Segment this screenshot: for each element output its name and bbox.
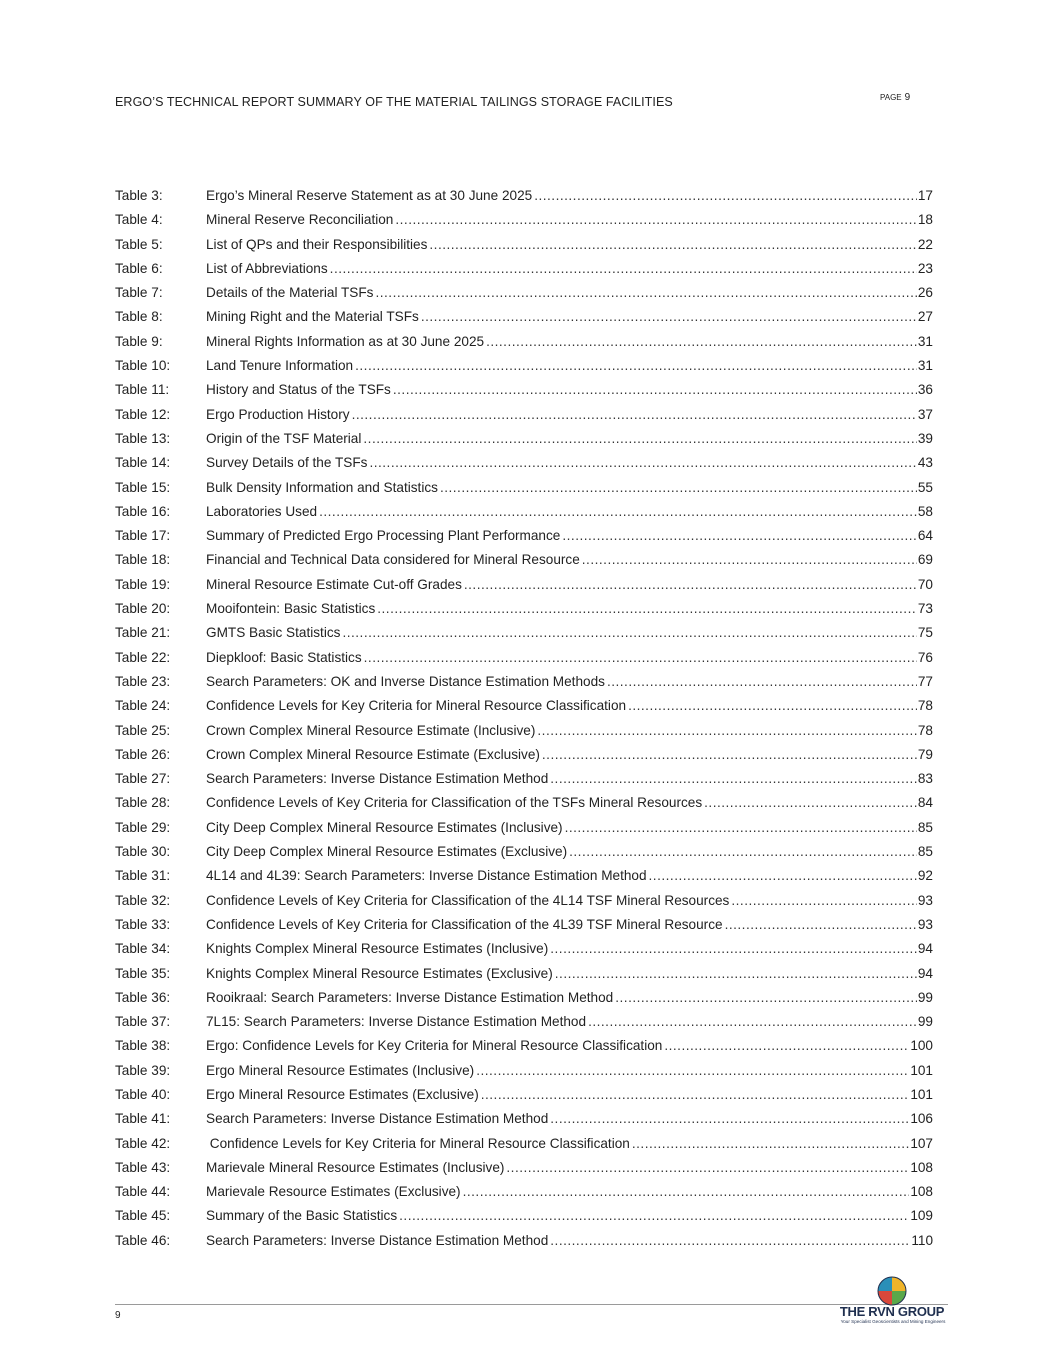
toc-dot-leader [565, 816, 917, 840]
toc-row[interactable] [115, 281, 933, 305]
toc-page-number[interactable]: 39 [917, 430, 933, 446]
toc-table-title[interactable]: Laboratories Used [206, 503, 318, 519]
toc-table-number: Table 12: [115, 406, 171, 422]
toc-dot-leader [534, 184, 917, 208]
toc-table-title[interactable]: Mineral Resource Estimate Cut-off Grades [206, 576, 462, 592]
toc-table-number: Table 42: [115, 1135, 171, 1151]
toc-table-title[interactable]: Origin of the TSF Material [206, 430, 362, 446]
toc-table-number: Table 3: [115, 188, 163, 203]
toc-row[interactable] [115, 1180, 933, 1204]
toc-row[interactable] [115, 548, 933, 572]
toc-row[interactable] [115, 913, 933, 937]
toc-dot-leader [393, 378, 917, 402]
toc-table-number: Table 7: [115, 285, 163, 301]
toc-table-number: Table 9: [115, 333, 163, 349]
footer-divider [115, 1304, 948, 1305]
toc-row[interactable] [115, 694, 933, 718]
toc-dot-leader [476, 1059, 909, 1083]
toc-dot-leader [399, 1204, 909, 1228]
toc-row[interactable] [115, 403, 933, 427]
toc-row[interactable] [115, 573, 933, 597]
toc-table-title[interactable]: Summary of Predicted Ergo Processing Plant Performance [206, 528, 561, 544]
toc-row[interactable] [115, 937, 933, 961]
toc-dot-leader [375, 281, 916, 305]
toc-page-number[interactable]: 94 [917, 965, 933, 981]
toc-table-title[interactable]: Marievale Resource Estimates (Exclusive) [206, 1184, 461, 1200]
toc-table-number: Table 10: [115, 358, 171, 374]
toc-row[interactable] [115, 305, 933, 329]
toc-page-number[interactable]: 107 [910, 1135, 933, 1151]
toc-row[interactable] [115, 1034, 933, 1058]
toc-table-number: Table 45: [115, 1208, 171, 1224]
toc-page-number[interactable]: 84 [917, 795, 933, 811]
toc-page-number[interactable]: 43 [917, 455, 933, 471]
toc-table-title[interactable]: List of QPs and their Responsibilities [206, 236, 428, 252]
toc-page-number[interactable]: 64 [917, 528, 933, 544]
toc-table-title[interactable]: Diepkloof: Basic Statistics [206, 649, 362, 665]
toc-row[interactable] [115, 330, 933, 354]
toc-table-title[interactable]: Ergo Mineral Resource Estimates (Inclusive) [206, 1062, 475, 1078]
toc-page-number[interactable]: 83 [917, 771, 933, 787]
toc-table-title[interactable]: Mineral Rights Information as at 30 June 2025 [206, 333, 485, 349]
toc-table-number: Table 18: [115, 552, 171, 568]
toc-row[interactable] [115, 1083, 933, 1107]
page-label-text: PAGE [880, 93, 902, 102]
toc-page-number[interactable]: 101 [910, 1062, 933, 1078]
toc-table-number: Table 39: [115, 1062, 171, 1078]
toc-page-number[interactable]: 69 [917, 552, 933, 568]
toc-page-number[interactable]: 73 [917, 601, 933, 617]
toc-dot-leader [429, 233, 916, 257]
toc-row[interactable] [115, 816, 933, 840]
toc-page-number[interactable]: 77 [917, 673, 933, 689]
toc-row[interactable] [115, 233, 933, 257]
toc-table-number: Table 28: [115, 795, 171, 811]
toc-dot-leader [330, 257, 917, 281]
toc-table-title[interactable]: Rooikraal: Search Parameters: Inverse Distance Estimation Method [206, 989, 614, 1005]
toc-dot-leader [550, 767, 917, 791]
toc-table-number: Table 43: [115, 1159, 171, 1175]
toc-row[interactable] [115, 524, 933, 548]
toc-page-number[interactable]: 23 [917, 260, 933, 276]
toc-table-number: Table 15: [115, 479, 171, 495]
toc-table-number: Table 17: [115, 528, 171, 544]
toc-table-title[interactable]: Ergo’s Mineral Reserve Statement as at 30 June 2025 [206, 188, 533, 203]
toc-page-number[interactable]: 92 [917, 868, 933, 884]
toc-table-number: Table 19: [115, 576, 171, 592]
toc-table-title[interactable]: GMTS Basic Statistics [206, 625, 341, 641]
toc-page-number[interactable]: 76 [917, 649, 933, 665]
toc-page-number[interactable]: 85 [917, 844, 933, 860]
toc-table-title[interactable]: Knights Complex Mineral Resource Estimates (Exclusive) [206, 965, 553, 981]
toc-table-number: Table 38: [115, 1038, 171, 1054]
toc-dot-leader [486, 330, 917, 354]
toc-table-title[interactable]: Confidence Levels for Key Criteria for Mineral Resource Classification [206, 698, 627, 714]
toc-table-title[interactable]: Survey Details of the TSFs [206, 455, 368, 471]
toc-row[interactable] [115, 864, 933, 888]
toc-page-number[interactable]: 108 [910, 1184, 933, 1200]
toc-row[interactable] [115, 840, 933, 864]
toc-table-number: Table 8: [115, 309, 163, 325]
toc-dot-leader [352, 403, 917, 427]
toc-row[interactable] [115, 451, 933, 475]
toc-row[interactable] [115, 378, 933, 402]
toc-dot-leader [364, 646, 917, 670]
toc-table-number: Table 11: [115, 382, 170, 398]
toc-dot-leader [569, 840, 917, 864]
header-page-label [880, 92, 910, 103]
toc-row[interactable] [115, 1132, 933, 1156]
toc-table-title[interactable]: Search Parameters: Inverse Distance Estimation Method [206, 1111, 549, 1127]
toc-table-number: Table 21: [115, 625, 171, 641]
toc-page-number[interactable]: 108 [910, 1159, 933, 1175]
toc-table-title[interactable]: Marievale Mineral Resource Estimates (Inclusive) [206, 1159, 505, 1175]
toc-dot-leader [628, 694, 917, 718]
toc-dot-leader [562, 524, 917, 548]
running-header: ERGO’S TECHNICAL REPORT SUMMARY OF THE MATERIAL TAILINGS STORAGE FACILITIES [115, 95, 673, 109]
toc-page-number[interactable]: 26 [917, 285, 933, 301]
toc-dot-leader [537, 719, 916, 743]
toc-dot-leader [550, 1107, 909, 1131]
footer-page-number: 9 [115, 1310, 121, 1321]
toc-table-title[interactable]: Confidence Levels for Key Criteria for Mineral Resource Classification [206, 1135, 630, 1151]
toc-table-number: Table 27: [115, 771, 171, 787]
toc-row[interactable] [115, 962, 933, 986]
toc-table-title[interactable]: Bulk Density Information and Statistics [206, 479, 438, 495]
toc-page-number[interactable]: 93 [917, 892, 933, 908]
toc-row[interactable] [115, 670, 933, 694]
toc-table-number: Table 23: [115, 673, 171, 689]
toc-table-number: Table 46: [115, 1232, 171, 1248]
toc-table-title[interactable]: Ergo Mineral Resource Estimates (Exclusive) [206, 1086, 479, 1102]
toc-table-number: Table 40: [115, 1086, 171, 1102]
toc-dot-leader [607, 670, 917, 694]
toc-table-number: Table 14: [115, 455, 171, 471]
toc-page-number[interactable]: 78 [917, 698, 933, 714]
toc-dot-leader [615, 986, 917, 1010]
toc-table-number: Table 37: [115, 1014, 171, 1030]
toc-dot-leader [319, 500, 917, 524]
toc-table-title[interactable]: Mining Right and the Material TSFs [206, 309, 419, 325]
toc-table-title[interactable]: Land Tenure Information [206, 358, 354, 374]
toc-table-number: Table 32: [115, 892, 171, 908]
toc-table-number: Table 41: [115, 1111, 171, 1127]
rvn-group-logo [833, 1276, 953, 1328]
toc-table-title[interactable]: City Deep Complex Mineral Resource Estimates (Exclusive) [206, 844, 568, 860]
toc-page-number[interactable]: 99 [917, 989, 933, 1005]
toc-table-title[interactable]: History and Status of the TSFs [206, 382, 391, 398]
toc-page-number[interactable]: 22 [917, 236, 933, 252]
rvn-globe-icon [877, 1276, 907, 1306]
toc-row[interactable] [115, 621, 933, 645]
toc-table-number: Table 22: [115, 649, 171, 665]
toc-page-number[interactable]: 17 [917, 188, 933, 203]
toc-page-number[interactable]: 94 [917, 941, 933, 957]
toc-dot-leader [542, 743, 917, 767]
toc-page-number[interactable]: 85 [917, 819, 933, 835]
toc-page-number[interactable]: 37 [917, 406, 933, 422]
toc-table-title[interactable]: List of Abbreviations [206, 260, 328, 276]
logo-tagline: Your Specialist Geoscientists and Mining Engineers [840, 1319, 946, 1324]
toc-table-title[interactable]: 4L14 and 4L39: Search Parameters: Inverse Distance Estimation Method [206, 868, 647, 884]
toc-page-number[interactable]: 101 [910, 1086, 933, 1102]
toc-row[interactable] [115, 986, 933, 1010]
toc-table-title[interactable]: Details of the Material TSFs [206, 285, 374, 301]
toc-row[interactable] [115, 791, 933, 815]
toc-page-number[interactable]: 75 [917, 625, 933, 641]
list-of-tables [115, 184, 933, 1253]
toc-table-title[interactable]: Mooifontein: Basic Statistics [206, 601, 376, 617]
toc-page-number[interactable]: 31 [917, 333, 933, 349]
toc-table-number: Table 30: [115, 844, 171, 860]
toc-dot-leader [506, 1156, 909, 1180]
toc-table-number: Table 33: [115, 916, 171, 932]
toc-dot-leader [582, 548, 917, 572]
toc-row[interactable] [115, 1010, 933, 1034]
toc-row[interactable] [115, 427, 933, 451]
toc-table-number: Table 36: [115, 989, 171, 1005]
toc-table-number: Table 31: [115, 868, 171, 884]
toc-dot-leader [481, 1083, 910, 1107]
toc-row[interactable] [115, 208, 933, 232]
toc-table-title[interactable]: Mineral Reserve Reconciliation [206, 212, 394, 228]
toc-table-title[interactable]: Confidence Levels of Key Criteria for Classification of the TSFs Mineral Resources [206, 795, 703, 811]
toc-table-title[interactable]: Financial and Technical Data considered for Mineral Resource [206, 552, 580, 568]
toc-page-number[interactable]: 110 [911, 1232, 933, 1248]
toc-page-number[interactable]: 79 [917, 746, 933, 762]
toc-row[interactable] [115, 184, 933, 208]
header-page-number: 9 [904, 92, 911, 103]
toc-dot-leader [463, 1180, 910, 1204]
toc-table-title[interactable]: Search Parameters: Inverse Distance Estimation Method [206, 1232, 549, 1248]
toc-table-number: Table 6: [115, 260, 163, 276]
toc-dot-leader [377, 597, 917, 621]
toc-row[interactable] [115, 597, 933, 621]
toc-row[interactable] [115, 889, 933, 913]
toc-dot-leader [464, 573, 917, 597]
toc-row[interactable] [115, 1059, 933, 1083]
toc-table-number: Table 44: [115, 1184, 171, 1200]
toc-row[interactable] [115, 257, 933, 281]
toc-table-title[interactable]: City Deep Complex Mineral Resource Estimates (Inclusive) [206, 819, 563, 835]
toc-table-number: Table 25: [115, 722, 171, 738]
logo-name: THE RVN GROUP [839, 1304, 945, 1319]
toc-table-title[interactable]: Ergo: Confidence Levels for Key Criteria for Mineral Resource Classification [206, 1038, 663, 1054]
toc-page-number[interactable]: 93 [917, 916, 933, 932]
toc-dot-leader [555, 962, 917, 986]
toc-dot-leader [704, 791, 917, 815]
toc-row[interactable] [115, 646, 933, 670]
toc-table-number: Table 34: [115, 941, 171, 957]
toc-table-title[interactable]: Search Parameters: OK and Inverse Distance Estimation Methods [206, 673, 605, 689]
toc-page-number[interactable]: 36 [917, 382, 933, 398]
toc-table-number: Table 20: [115, 601, 171, 617]
toc-row[interactable] [115, 1204, 933, 1228]
toc-table-title[interactable]: Ergo Production History [206, 406, 350, 422]
toc-row[interactable] [115, 767, 933, 791]
toc-table-number: Table 29: [115, 819, 171, 835]
toc-page-number[interactable]: 109 [910, 1208, 933, 1224]
toc-dot-leader [342, 621, 916, 645]
toc-page-number[interactable]: 106 [910, 1111, 933, 1127]
toc-row[interactable] [115, 354, 933, 378]
toc-page-number[interactable]: 58 [917, 503, 933, 519]
toc-table-number: Table 26: [115, 746, 171, 762]
toc-table-title[interactable]: Knights Complex Mineral Resource Estimates (Inclusive) [206, 941, 549, 957]
toc-dot-leader [395, 208, 917, 232]
toc-dot-leader [649, 864, 917, 888]
toc-table-number: Table 4: [115, 212, 163, 228]
toc-table-title[interactable]: Crown Complex Mineral Resource Estimate (Inclusive) [206, 722, 536, 738]
toc-dot-leader [664, 1034, 909, 1058]
toc-table-title[interactable]: 7L15: Search Parameters: Inverse Distance Estimation Method [206, 1014, 587, 1030]
toc-dot-leader [369, 451, 916, 475]
toc-table-number: Table 35: [115, 965, 171, 981]
toc-dot-leader [440, 476, 917, 500]
toc-table-number: Table 16: [115, 503, 171, 519]
toc-table-title[interactable]: Crown Complex Mineral Resource Estimate (Exclusive) [206, 746, 540, 762]
toc-page-number[interactable]: 55 [917, 479, 933, 495]
toc-page-number[interactable]: 99 [917, 1014, 933, 1030]
toc-page-number[interactable]: 31 [917, 358, 933, 374]
toc-table-title[interactable]: Summary of the Basic Statistics [206, 1208, 398, 1224]
toc-row[interactable] [115, 1229, 933, 1253]
toc-page-number[interactable]: 18 [917, 212, 933, 228]
toc-dot-leader [550, 1229, 910, 1253]
toc-row[interactable] [115, 1107, 933, 1131]
toc-page-number[interactable]: 27 [917, 309, 933, 325]
toc-page-number[interactable]: 100 [910, 1038, 933, 1054]
toc-dot-leader [632, 1132, 909, 1156]
toc-table-number: Table 5: [115, 236, 163, 252]
toc-row[interactable] [115, 476, 933, 500]
toc-row[interactable] [115, 719, 933, 743]
toc-table-title[interactable]: Search Parameters: Inverse Distance Estimation Method [206, 771, 549, 787]
toc-dot-leader [355, 354, 917, 378]
toc-table-number: Table 24: [115, 698, 171, 714]
toc-table-title[interactable]: Confidence Levels of Key Criteria for Classification of the 4L14 TSF Mineral Resources [206, 892, 730, 908]
toc-dot-leader [421, 305, 917, 329]
toc-page-number[interactable]: 78 [917, 722, 933, 738]
toc-dot-leader [550, 937, 917, 961]
toc-row[interactable] [115, 1156, 933, 1180]
toc-dot-leader [725, 913, 917, 937]
toc-dot-leader [363, 427, 916, 451]
toc-table-title[interactable]: Confidence Levels of Key Criteria for Classification of the 4L39 TSF Mineral Resource [206, 916, 723, 932]
toc-table-number: Table 13: [115, 430, 171, 446]
toc-dot-leader [588, 1010, 917, 1034]
toc-row[interactable] [115, 500, 933, 524]
toc-row[interactable] [115, 743, 933, 767]
toc-dot-leader [731, 889, 917, 913]
toc-page-number[interactable]: 70 [917, 576, 933, 592]
